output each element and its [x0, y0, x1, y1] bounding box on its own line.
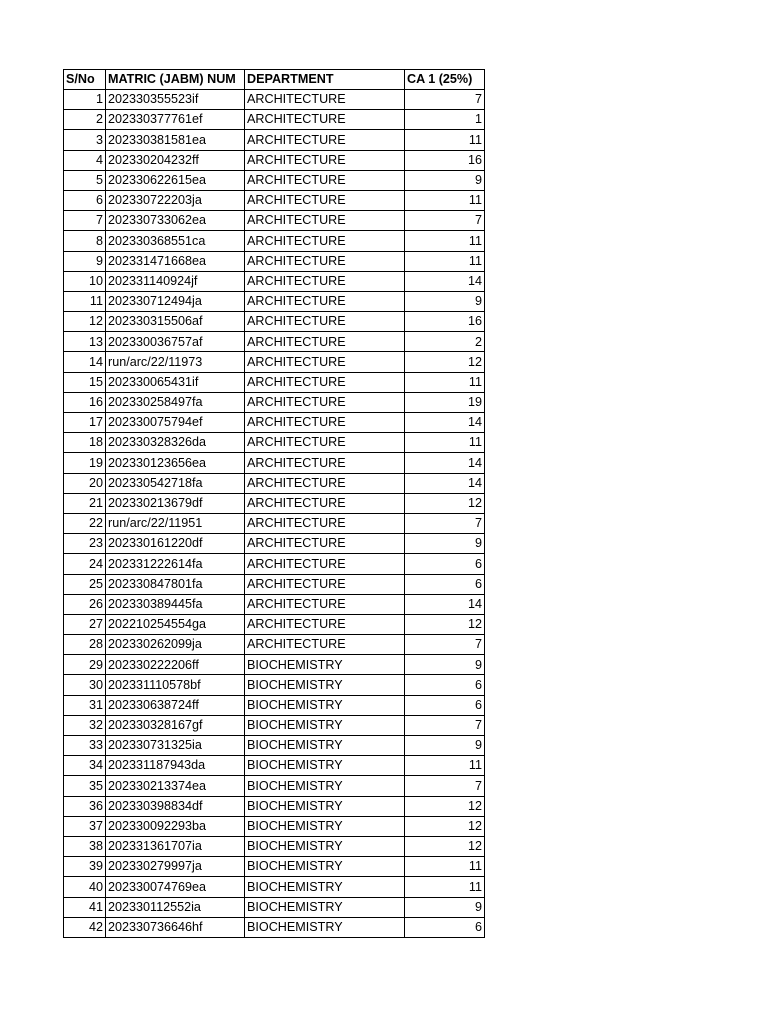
ca1-score-cell: 16: [405, 150, 485, 170]
matric-number-cell: 202330736646hf: [106, 917, 245, 937]
table-row: [64, 312, 485, 332]
table-row: [64, 211, 485, 231]
ca1-score-cell: 16: [405, 312, 485, 332]
header-row: [64, 70, 485, 90]
department-cell: ARCHITECTURE: [245, 513, 405, 533]
ca1-score-cell: 11: [405, 251, 485, 271]
matric-number-cell: 202331110578bf: [106, 675, 245, 695]
ca1-score-cell: 14: [405, 453, 485, 473]
matric-number-cell: 202330222206ff: [106, 655, 245, 675]
ca1-score-cell: 14: [405, 594, 485, 614]
department-cell: ARCHITECTURE: [245, 332, 405, 352]
ca1-score-cell: 9: [405, 534, 485, 554]
ca1-score-cell: 11: [405, 877, 485, 897]
matric-number-cell: 202330315506af: [106, 312, 245, 332]
department-cell: BIOCHEMISTRY: [245, 836, 405, 856]
sno-cell: 33: [64, 736, 106, 756]
sno-cell: 28: [64, 635, 106, 655]
table-row: [64, 372, 485, 392]
table-row: [64, 776, 485, 796]
department-cell: ARCHITECTURE: [245, 614, 405, 634]
sno-cell: 36: [64, 796, 106, 816]
table-row: [64, 836, 485, 856]
sno-cell: 4: [64, 150, 106, 170]
table-row: [64, 857, 485, 877]
ca1-score-cell: 12: [405, 796, 485, 816]
matric-number-cell: 202330368551ca: [106, 231, 245, 251]
ca1-score-cell: 12: [405, 614, 485, 634]
matric-number-cell: 202330036757af: [106, 332, 245, 352]
department-cell: ARCHITECTURE: [245, 534, 405, 554]
department-cell: ARCHITECTURE: [245, 190, 405, 210]
ca1-score-cell: 11: [405, 190, 485, 210]
matric-number-cell: 202330204232ff: [106, 150, 245, 170]
sno-cell: 31: [64, 695, 106, 715]
table-row: [64, 534, 485, 554]
matric-number-cell: 202330398834df: [106, 796, 245, 816]
ca1-score-cell: 6: [405, 574, 485, 594]
department-cell: ARCHITECTURE: [245, 251, 405, 271]
sno-cell: 17: [64, 413, 106, 433]
matric-number-cell: 202330355523if: [106, 90, 245, 110]
matric-number-cell: 202330123656ea: [106, 453, 245, 473]
department-cell: ARCHITECTURE: [245, 170, 405, 190]
sno-cell: 12: [64, 312, 106, 332]
ca1-score-cell: 6: [405, 675, 485, 695]
ca1-score-cell: 1: [405, 110, 485, 130]
ca1-score-cell: 19: [405, 392, 485, 412]
ca1-score-cell: 11: [405, 372, 485, 392]
sno-cell: 35: [64, 776, 106, 796]
department-cell: BIOCHEMISTRY: [245, 756, 405, 776]
matric-number-cell: 202330074769ea: [106, 877, 245, 897]
table-row: [64, 251, 485, 271]
matric-number-cell: 202331471668ea: [106, 251, 245, 271]
ca1-score-cell: 7: [405, 211, 485, 231]
sno-cell: 30: [64, 675, 106, 695]
sno-cell: 14: [64, 352, 106, 372]
ca1-score-cell: 9: [405, 291, 485, 311]
sno-cell: 20: [64, 473, 106, 493]
table-row: [64, 877, 485, 897]
department-cell: ARCHITECTURE: [245, 110, 405, 130]
table-row: [64, 392, 485, 412]
sno-cell: 10: [64, 271, 106, 291]
department-cell: ARCHITECTURE: [245, 635, 405, 655]
table-row: [64, 473, 485, 493]
sno-cell: 19: [64, 453, 106, 473]
table-row: [64, 635, 485, 655]
matric-number-cell: 202331187943da: [106, 756, 245, 776]
sno-cell: 40: [64, 877, 106, 897]
sno-cell: 39: [64, 857, 106, 877]
department-cell: ARCHITECTURE: [245, 130, 405, 150]
department-cell: ARCHITECTURE: [245, 291, 405, 311]
ca1-score-cell: 14: [405, 271, 485, 291]
sno-cell: 18: [64, 433, 106, 453]
matric-number-cell: 202330258497fa: [106, 392, 245, 412]
table-row: [64, 332, 485, 352]
matric-number-cell: 202330112552ia: [106, 897, 245, 917]
table-row: [64, 110, 485, 130]
department-cell: ARCHITECTURE: [245, 352, 405, 372]
department-cell: BIOCHEMISTRY: [245, 877, 405, 897]
table-row: [64, 352, 485, 372]
department-cell: BIOCHEMISTRY: [245, 857, 405, 877]
table-row: [64, 675, 485, 695]
department-cell: ARCHITECTURE: [245, 271, 405, 291]
sno-cell: 29: [64, 655, 106, 675]
sno-cell: 37: [64, 816, 106, 836]
table-row: [64, 150, 485, 170]
department-cell: ARCHITECTURE: [245, 594, 405, 614]
header-matric-number: MATRIC (JABM) NUM: [106, 70, 245, 90]
header-department: DEPARTMENT: [245, 70, 405, 90]
sno-cell: 7: [64, 211, 106, 231]
table-row: [64, 796, 485, 816]
table-row: [64, 816, 485, 836]
sno-cell: 32: [64, 715, 106, 735]
department-cell: ARCHITECTURE: [245, 90, 405, 110]
sno-cell: 1: [64, 90, 106, 110]
ca1-score-cell: 6: [405, 695, 485, 715]
ca1-score-cell: 7: [405, 635, 485, 655]
department-cell: ARCHITECTURE: [245, 574, 405, 594]
matric-number-cell: 202330381581ea: [106, 130, 245, 150]
matric-number-cell: 202330712494ja: [106, 291, 245, 311]
matric-number-cell: 202330638724ff: [106, 695, 245, 715]
department-cell: BIOCHEMISTRY: [245, 816, 405, 836]
department-cell: BIOCHEMISTRY: [245, 897, 405, 917]
department-cell: ARCHITECTURE: [245, 493, 405, 513]
department-cell: ARCHITECTURE: [245, 433, 405, 453]
ca1-score-cell: 9: [405, 897, 485, 917]
department-cell: ARCHITECTURE: [245, 413, 405, 433]
matric-number-cell: 202331222614fa: [106, 554, 245, 574]
sno-cell: 21: [64, 493, 106, 513]
table-row: [64, 413, 485, 433]
matric-number-cell: 202330328167gf: [106, 715, 245, 735]
sno-cell: 11: [64, 291, 106, 311]
table-row: [64, 715, 485, 735]
matric-number-cell: 202330213679df: [106, 493, 245, 513]
score-sheet: [63, 69, 485, 938]
table-row: [64, 231, 485, 251]
matric-number-cell: 202330092293ba: [106, 816, 245, 836]
sno-cell: 24: [64, 554, 106, 574]
department-cell: BIOCHEMISTRY: [245, 675, 405, 695]
sno-cell: 5: [64, 170, 106, 190]
ca1-score-cell: 6: [405, 554, 485, 574]
table-row: [64, 271, 485, 291]
sno-cell: 15: [64, 372, 106, 392]
ca1-score-cell: 2: [405, 332, 485, 352]
matric-number-cell: 202330733062ea: [106, 211, 245, 231]
sno-cell: 2: [64, 110, 106, 130]
table-row: [64, 513, 485, 533]
matric-number-cell: 202330328326da: [106, 433, 245, 453]
sno-cell: 34: [64, 756, 106, 776]
sno-cell: 42: [64, 917, 106, 937]
ca1-score-cell: 7: [405, 513, 485, 533]
sno-cell: 27: [64, 614, 106, 634]
ca1-score-cell: 12: [405, 352, 485, 372]
ca1-score-cell: 11: [405, 130, 485, 150]
ca1-score-cell: 9: [405, 655, 485, 675]
matric-number-cell: 202330542718fa: [106, 473, 245, 493]
ca1-score-cell: 7: [405, 90, 485, 110]
table-row: [64, 130, 485, 150]
department-cell: ARCHITECTURE: [245, 554, 405, 574]
ca1-score-cell: 12: [405, 836, 485, 856]
table-row: [64, 291, 485, 311]
matric-number-cell: 202330279997ja: [106, 857, 245, 877]
department-cell: BIOCHEMISTRY: [245, 776, 405, 796]
matric-number-cell: 202330622615ea: [106, 170, 245, 190]
department-cell: BIOCHEMISTRY: [245, 736, 405, 756]
ca1-score-cell: 12: [405, 493, 485, 513]
sno-cell: 9: [64, 251, 106, 271]
sno-cell: 22: [64, 513, 106, 533]
sno-cell: 3: [64, 130, 106, 150]
ca1-score-cell: 14: [405, 413, 485, 433]
table-row: [64, 695, 485, 715]
table-row: [64, 655, 485, 675]
sno-cell: 26: [64, 594, 106, 614]
table-row: [64, 756, 485, 776]
matric-number-cell: 202330722203ja: [106, 190, 245, 210]
sno-cell: 38: [64, 836, 106, 856]
table-row: [64, 614, 485, 634]
department-cell: BIOCHEMISTRY: [245, 655, 405, 675]
matric-number-cell: 202330075794ef: [106, 413, 245, 433]
department-cell: ARCHITECTURE: [245, 372, 405, 392]
matric-number-cell: 202330262099ja: [106, 635, 245, 655]
sno-cell: 13: [64, 332, 106, 352]
table-row: [64, 554, 485, 574]
department-cell: BIOCHEMISTRY: [245, 917, 405, 937]
ca1-score-cell: 9: [405, 736, 485, 756]
table-row: [64, 493, 485, 513]
sno-cell: 8: [64, 231, 106, 251]
table-row: [64, 170, 485, 190]
table-row: [64, 897, 485, 917]
department-cell: ARCHITECTURE: [245, 231, 405, 251]
matric-number-cell: 202330377761ef: [106, 110, 245, 130]
matric-number-cell: 202330847801fa: [106, 574, 245, 594]
header-sno: S/No: [64, 70, 106, 90]
ca1-score-cell: 9: [405, 170, 485, 190]
matric-number-cell: run/arc/22/11973: [106, 352, 245, 372]
department-cell: BIOCHEMISTRY: [245, 796, 405, 816]
department-cell: ARCHITECTURE: [245, 473, 405, 493]
ca1-score-cell: 7: [405, 776, 485, 796]
sno-cell: 25: [64, 574, 106, 594]
ca1-score-cell: 11: [405, 756, 485, 776]
matric-number-cell: run/arc/22/11951: [106, 513, 245, 533]
ca1-score-cell: 7: [405, 715, 485, 735]
table-row: [64, 917, 485, 937]
sno-cell: 6: [64, 190, 106, 210]
department-cell: BIOCHEMISTRY: [245, 715, 405, 735]
ca1-score-cell: 11: [405, 231, 485, 251]
department-cell: BIOCHEMISTRY: [245, 695, 405, 715]
department-cell: ARCHITECTURE: [245, 211, 405, 231]
ca1-score-cell: 11: [405, 857, 485, 877]
table-row: [64, 190, 485, 210]
ca1-score-cell: 6: [405, 917, 485, 937]
table-row: [64, 453, 485, 473]
table-row: [64, 736, 485, 756]
table-row: [64, 90, 485, 110]
matric-number-cell: 202210254554ga: [106, 614, 245, 634]
sno-cell: 41: [64, 897, 106, 917]
sno-cell: 23: [64, 534, 106, 554]
matric-number-cell: 202330161220df: [106, 534, 245, 554]
matric-number-cell: 202330065431if: [106, 372, 245, 392]
matric-number-cell: 202330389445fa: [106, 594, 245, 614]
table-row: [64, 433, 485, 453]
score-table: [63, 69, 485, 938]
matric-number-cell: 202330213374ea: [106, 776, 245, 796]
department-cell: ARCHITECTURE: [245, 312, 405, 332]
table-body: [64, 90, 485, 938]
matric-number-cell: 202330731325ia: [106, 736, 245, 756]
matric-number-cell: 202331361707ia: [106, 836, 245, 856]
matric-number-cell: 202331140924jf: [106, 271, 245, 291]
department-cell: ARCHITECTURE: [245, 392, 405, 412]
department-cell: ARCHITECTURE: [245, 453, 405, 473]
ca1-score-cell: 12: [405, 816, 485, 836]
department-cell: ARCHITECTURE: [245, 150, 405, 170]
ca1-score-cell: 14: [405, 473, 485, 493]
header-ca1-score: CA 1 (25%): [405, 70, 485, 90]
table-row: [64, 594, 485, 614]
table-row: [64, 574, 485, 594]
sno-cell: 16: [64, 392, 106, 412]
ca1-score-cell: 11: [405, 433, 485, 453]
